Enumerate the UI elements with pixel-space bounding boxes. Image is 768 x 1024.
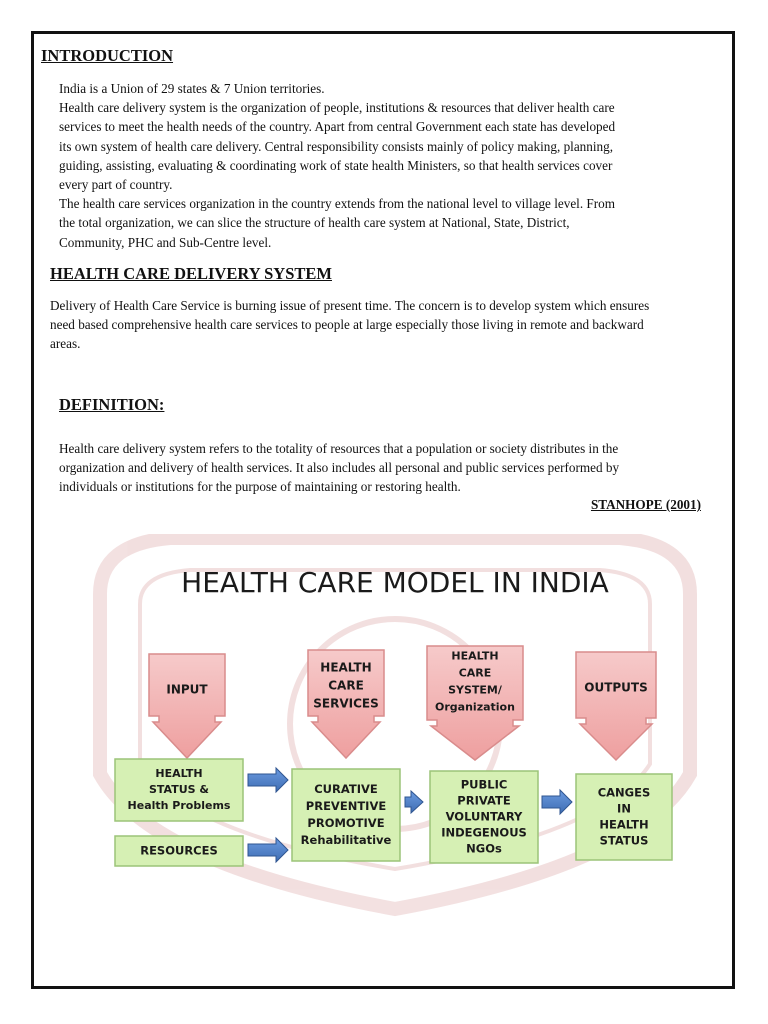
top-box-label: SYSTEM/ xyxy=(448,683,502,697)
introduction-line: services to meet the health needs of the country. Apart from central Government each state has developed xyxy=(59,119,616,135)
delivery-heading: HEALTH CARE DELIVERY SYSTEM xyxy=(50,264,332,283)
introduction-line: the total organization, we can slice the structure of health care system at National, State, District, xyxy=(59,215,570,231)
introduction-line: guiding, assisting, evaluating & coordinating work of state health Ministers, so that health services cover xyxy=(59,157,613,173)
green-box-label: CURATIVE xyxy=(314,782,378,796)
top-box-label: INPUT xyxy=(166,682,208,697)
delivery-line: need based comprehensive health care services to people at large especially those living in remote and backward xyxy=(50,317,644,333)
green-box-label: VOLUNTARY xyxy=(445,809,523,824)
green-box-label: IN xyxy=(617,801,631,816)
pink-arrows xyxy=(149,646,656,760)
pink-arrow-shape xyxy=(576,652,656,760)
top-box-label: Organization xyxy=(435,700,515,714)
pink-arrow-shape xyxy=(149,654,225,758)
diagram-title: HEALTH CARE MODEL IN INDIA xyxy=(181,566,609,599)
blue-arrow xyxy=(405,791,423,813)
introduction-line: Community, PHC and Sub-Centre level. xyxy=(59,234,272,250)
health-care-model-diagram xyxy=(80,534,710,924)
introduction-line: India is a Union of 29 states & 7 Union territories. xyxy=(59,81,325,96)
top-box-label: SERVICES xyxy=(313,696,379,711)
definition-text xyxy=(59,439,619,497)
green-box-label: HEALTH xyxy=(155,767,203,780)
green-box-label: Rehabilitative xyxy=(300,833,392,847)
definition-citation: STANHOPE (2001) xyxy=(590,497,701,512)
green-box-label: RESOURCES xyxy=(140,843,218,858)
blue-arrow xyxy=(248,768,288,792)
blue-arrow xyxy=(542,790,572,814)
introduction-text xyxy=(59,79,615,252)
green-boxes xyxy=(115,759,672,866)
green-box-label: NGOs xyxy=(466,841,502,856)
green-box-label: STATUS & xyxy=(148,783,210,796)
green-box-label: HEALTH xyxy=(599,817,649,832)
green-box-label: Health Problems xyxy=(127,799,231,812)
top-box-label: HEALTH xyxy=(320,660,372,675)
green-box-label: STATUS xyxy=(599,833,649,848)
delivery-line: areas. xyxy=(50,336,81,352)
green-box-label: PUBLIC xyxy=(460,777,508,792)
introduction-line: The health care services organization in the country extends from the national level to village level. From xyxy=(59,196,616,212)
introduction-heading: INTRODUCTION xyxy=(41,46,174,65)
delivery-line: Delivery of Health Care Service is burning issue of present time. The concern is to develop system which ensures xyxy=(50,298,650,313)
top-box-label: HEALTH xyxy=(451,649,499,663)
definition-heading: DEFINITION: xyxy=(59,395,165,414)
top-box-label: CARE xyxy=(328,678,364,693)
introduction-line: Health care delivery system is the organization of people, institutions & resources that deliver health care xyxy=(59,100,615,116)
definition-line: individuals or institutions for the purpose of maintaining or restoring health. xyxy=(59,479,461,495)
introduction-line: every part of country. xyxy=(59,177,173,193)
green-box-label: PREVENTIVE xyxy=(305,799,387,813)
top-box-label: OUTPUTS xyxy=(584,680,648,695)
definition-line: Health care delivery system refers to the totality of resources that a population or society distributes in the xyxy=(59,441,619,456)
green-box-label: CANGES xyxy=(597,785,651,800)
green-box-label: PRIVATE xyxy=(457,793,511,808)
delivery-text xyxy=(50,296,736,354)
introduction-line: its own system of health care delivery. Central responsibility consists mainly of policy making, planning, xyxy=(59,138,614,154)
green-box-label: INDEGENOUS xyxy=(441,825,527,840)
green-box-label: PROMOTIVE xyxy=(307,816,385,830)
top-box-label: CARE xyxy=(458,666,492,680)
diagram-canvas xyxy=(80,534,710,924)
definition-line: organization and delivery of health services. It also includes all personal and public services performed by xyxy=(59,460,620,476)
